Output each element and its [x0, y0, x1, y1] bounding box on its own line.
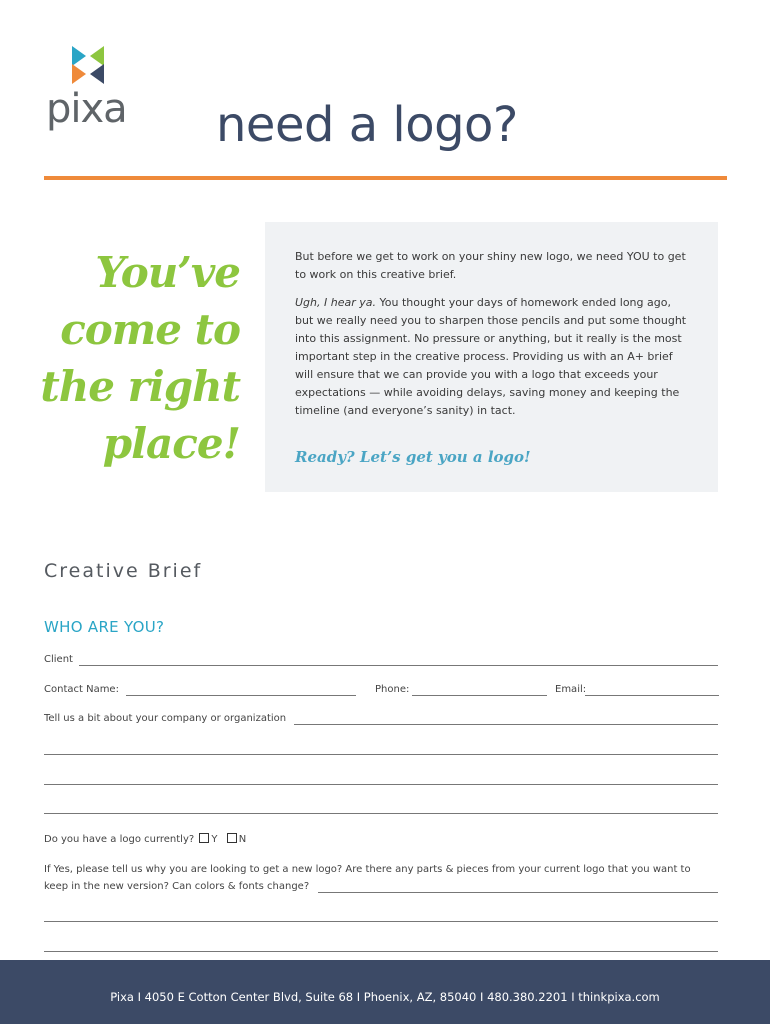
- yes-checkbox[interactable]: [199, 833, 209, 843]
- no-label: N: [238, 834, 247, 845]
- intro-panel: [265, 222, 718, 492]
- about-company-field[interactable]: [294, 724, 718, 725]
- no-checkbox[interactable]: [227, 833, 237, 843]
- new-logo-question-line-1: If Yes, please tell us why you are looking to get a new logo? Are there any parts & pieces from your current logo that you want to: [44, 864, 691, 875]
- tagline-line-3: the right: [40, 362, 240, 411]
- about-company-line-3[interactable]: [44, 784, 718, 785]
- logo-question-text: Do you have a logo currently?: [44, 834, 195, 845]
- new-logo-line-2[interactable]: [44, 921, 718, 922]
- about-company-line-4[interactable]: [44, 813, 718, 814]
- client-label: Client: [44, 654, 73, 665]
- footer-contact-info: Pixa I 4050 E Cotton Center Blvd, Suite 68 I Phoenix, AZ, 85040 I 480.380.2201 I thinkpixa.com: [110, 990, 660, 1004]
- email-field[interactable]: [585, 695, 719, 696]
- intro-text: [295, 248, 690, 430]
- pixa-logo-icon: [68, 44, 108, 88]
- intro-paragraph-2: [295, 294, 690, 420]
- tagline: [20, 244, 240, 472]
- phone-label: Phone:: [375, 684, 410, 695]
- tagline-line-4: place!: [102, 419, 240, 468]
- page-headline: need a logo?: [216, 97, 518, 153]
- tagline-line-2: come to: [60, 305, 240, 354]
- client-field[interactable]: [79, 665, 718, 666]
- intro-paragraph-2-body: You thought your days of homework ended long ago, but we really need you to sharpen those pencils and put some thought into this assignment. No pressure or anything, but it really is the most important step in the creative process. Providing us with an A+ brief will ensure that we can provide you with a logo that exceeds your expectations — while avoiding delays, saving money and keeping the timeline (and everyone’s sanity) in tact.: [295, 296, 687, 417]
- new-logo-question-line-2: keep in the new version? Can colors & fonts change?: [44, 881, 310, 892]
- logo-question: [44, 833, 246, 845]
- about-company-label: Tell us a bit about your company or organization: [44, 713, 287, 724]
- about-company-line-2[interactable]: [44, 754, 718, 755]
- contact-name-field[interactable]: [126, 695, 356, 696]
- call-to-action: Ready? Let’s get you a logo!: [295, 448, 531, 466]
- intro-emphasis: Ugh, I hear ya.: [295, 296, 376, 309]
- tagline-line-1: You’ve: [95, 248, 240, 297]
- intro-paragraph-1: But before we get to work on your shiny new logo, we need YOU to get to work on this creative brief.: [295, 250, 686, 281]
- section-heading-who: WHO ARE YOU?: [44, 618, 165, 636]
- contact-name-label: Contact Name:: [44, 684, 119, 695]
- yes-label: Y: [211, 834, 218, 845]
- email-label: Email:: [555, 684, 587, 695]
- new-logo-line-3[interactable]: [44, 951, 718, 952]
- brand-wordmark: pixa: [46, 86, 127, 132]
- footer-bar: [0, 960, 770, 1024]
- phone-field[interactable]: [412, 695, 547, 696]
- form-title: Creative Brief: [44, 560, 203, 582]
- header-divider: [44, 176, 727, 180]
- new-logo-field[interactable]: [318, 892, 718, 893]
